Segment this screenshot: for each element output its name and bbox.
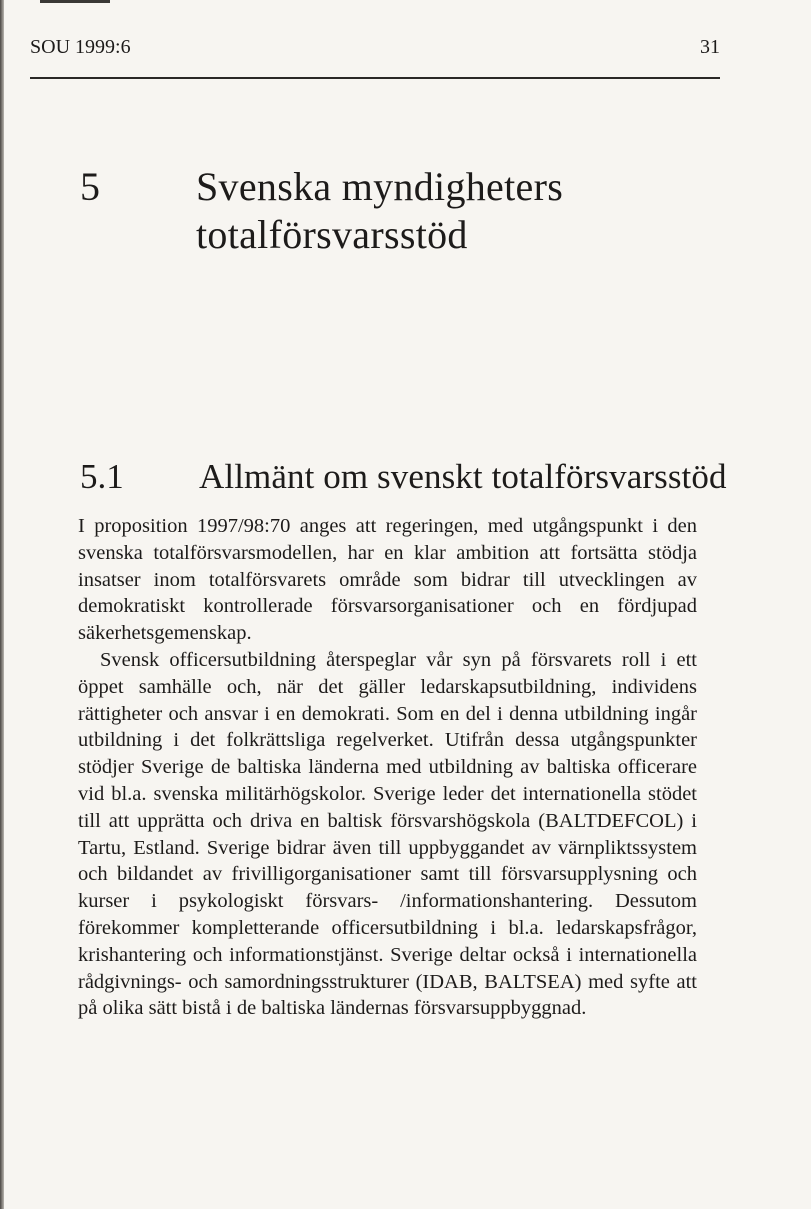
scan-edge-shadow xyxy=(0,0,4,1209)
page-number: 31 xyxy=(700,36,720,58)
section-heading xyxy=(80,457,727,501)
header-rule xyxy=(30,77,720,79)
paragraph: I proposition 1997/98:70 anges att regeringen, med utgångspunkt i den svenska totalförsvarsmodellen, har en klar ambition att fortsätta stödja insatser inom totalförsvarets område som bidrar till utvecklingen av demokratiskt kontrollerade försvarsorganisationer och en fördjupad säkerhetsgemenskap. xyxy=(78,515,697,645)
scan-edge-mark xyxy=(40,0,110,3)
section-number: 5.1 xyxy=(80,457,124,496)
section-title: Allmänt om svenskt totalförsvarsstöd xyxy=(199,457,727,496)
chapter-title: Svenska myndigheters totalförsvarsstöd xyxy=(196,164,564,257)
chapter-number: 5 xyxy=(80,164,100,209)
body-text xyxy=(78,513,697,1022)
running-header xyxy=(30,36,720,66)
paragraph: Svensk officersutbildning återspeglar vår syn på försvarets roll i ett öppet samhälle och, när det gäller ledarskapsutbildning, individens rättigheter och ansvar i en demokrati. Som en del i denna utbildning ingår utbildning i det folkrättsliga regelverket. Utifrån dessa utgångspunkter stödjer Sverige de baltiska länderna med utbildning av baltiska officerare vid bl.a. svenska militärhögskolor. Sverige leder det internationella stödet till att upprätta och driva en baltisk försvarshögskola (BALTDEFCOL) i Tartu, Estland. Sverige bidrar även till uppbyggandet av värnpliktssystem och bildandet av frivilligorganisationer samt till försvarsupplysning och kurser i psykologiskt försvars- /informationshantering. Dessutom förekommer kompletterande officersutbildning i bl.a. ledarskapsfrågor, krishantering och informationstjänst. Sverige deltar också i internationella rådgivnings- och samordningsstrukturer (IDAB, BALTSEA) med syfte att på olika sätt bistå i de baltiska ländernas försvarsuppbyggnad. xyxy=(78,648,697,1020)
series-label: SOU 1999:6 xyxy=(30,36,131,58)
